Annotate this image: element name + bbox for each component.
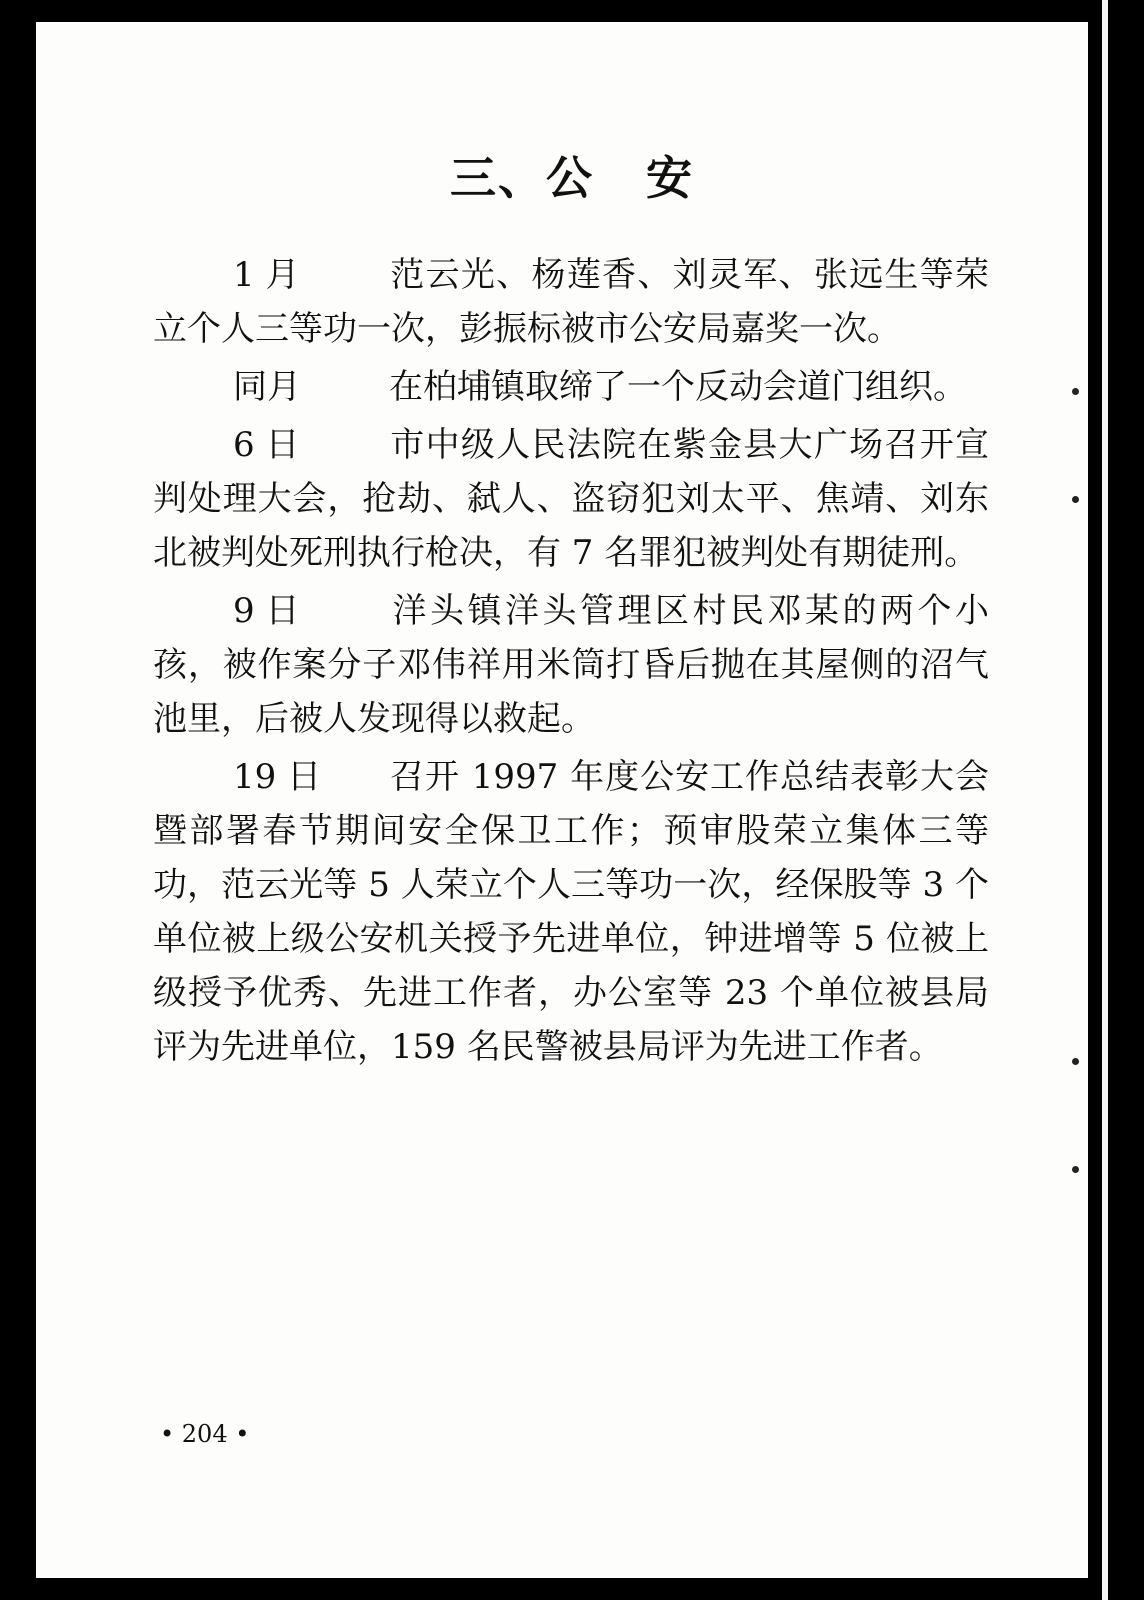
entry-text: 在柏埔镇取缔了一个反动会道门组织。 — [389, 367, 967, 407]
entry-text: 范云光、杨莲香、刘灵军、张远生等荣立个人三等功一次，彭振标被市公安局嘉奖一次。 — [153, 255, 989, 349]
chronicle-entries — [153, 248, 989, 1078]
chronicle-entry — [153, 750, 989, 1074]
chronicle-entry — [153, 248, 989, 356]
chronicle-entry — [153, 584, 989, 746]
entry-date: 9 日 — [233, 591, 300, 631]
title-left: 三、公 — [450, 151, 594, 205]
entry-text: 市中级人民法院在紫金县大广场召开宣判处理大会，抢劫、弑人、盗窃犯刘太平、焦靖、刘东北被判处死刑执行枪决，有 7 名罪犯被判处有期徒刑。 — [153, 425, 989, 573]
entry-date: 19 日 — [233, 757, 322, 797]
entry-text: 召开 1997 年度公安工作总结表彰大会暨部署春节期间安全保卫工作；预审股荣立集体三等功，范云光等 5 人荣立个人三等功一次，经保股等 3 个单位被上级公安机关授予先进单位，钟进增等 5 位被上级授予优秀、先进工作者，办公室等 23 个单位被县局评为先进单位，159 名民警被县局评为先进工作者。 — [153, 757, 989, 1067]
page-title — [0, 142, 1144, 208]
page-number: • 204 • — [160, 1420, 250, 1448]
scan-speck — [1072, 1058, 1079, 1065]
entry-date: 同月 — [233, 367, 301, 407]
entry-date: 1 月 — [233, 255, 300, 295]
entry-text: 洋头镇洋头管理区村民邓某的两个小孩，被作案分子邓伟祥用米筒打昏后抛在其屋侧的沼气池里，后被人发现得以救起。 — [153, 591, 989, 739]
scan-speck — [1072, 1166, 1079, 1173]
scan-speck — [1072, 388, 1079, 395]
scan-edge — [1102, 0, 1108, 1600]
entry-date: 6 日 — [233, 425, 300, 465]
chronicle-entry — [153, 360, 989, 414]
chronicle-entry — [153, 418, 989, 580]
scan-speck — [1072, 496, 1079, 503]
title-right: 安 — [646, 151, 694, 205]
